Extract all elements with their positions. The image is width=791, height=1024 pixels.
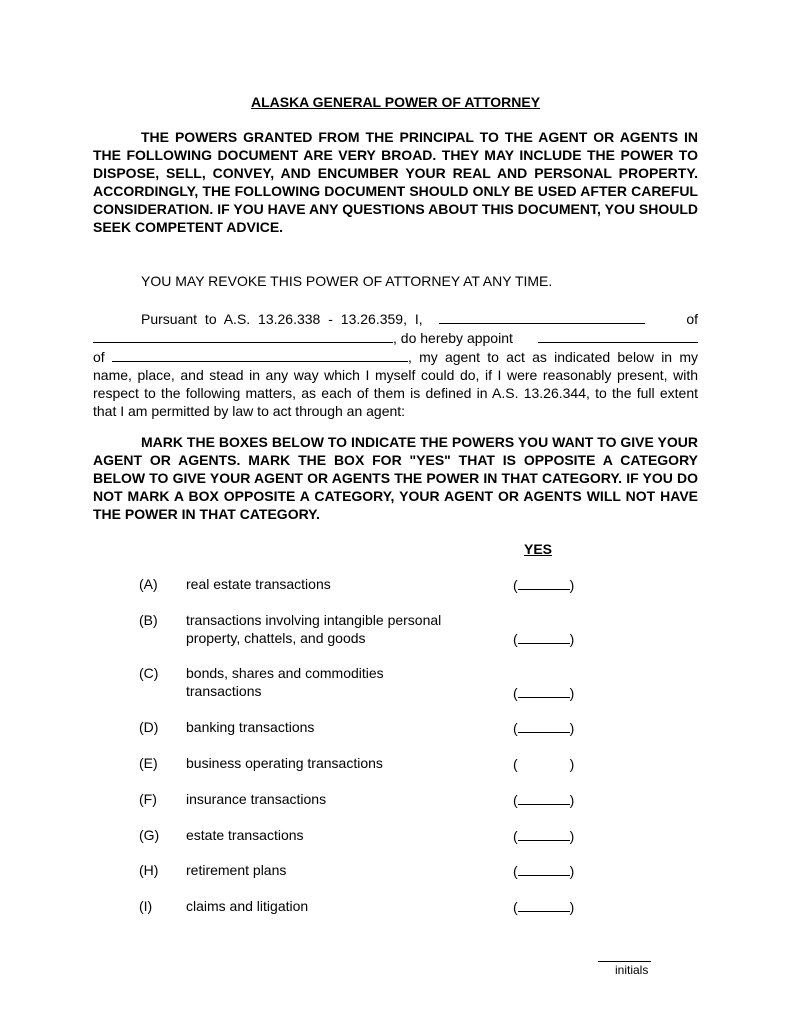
initials-label: initials <box>615 963 649 977</box>
yes-box[interactable]: ( ) <box>513 792 575 808</box>
appointment-paragraph <box>93 309 698 420</box>
principal-name-field[interactable] <box>439 309 645 324</box>
appointment-line-1 <box>93 309 698 328</box>
item-letter: (G) <box>139 827 160 843</box>
document-title: ALASKA GENERAL POWER OF ATTORNEY <box>250 94 541 110</box>
initials-line[interactable] <box>598 961 651 962</box>
item-label: business operating transactions <box>186 755 383 771</box>
yes-box[interactable]: ( ) <box>513 685 575 701</box>
item-letter: (B) <box>139 612 158 628</box>
yes-box[interactable]: ( ) <box>513 720 575 736</box>
item-letter: (C) <box>139 665 159 681</box>
of-text-2: of <box>93 349 105 365</box>
agent-address-field[interactable] <box>112 347 408 362</box>
appointment-line-2 <box>93 328 698 347</box>
appointment-body <box>93 347 698 420</box>
item-letter: (A) <box>139 576 158 592</box>
item-label: transactions involving intangible personal property, chattels, and goods <box>186 612 442 646</box>
yes-box[interactable]: ( ) <box>513 756 575 772</box>
item-label: banking transactions <box>186 719 315 735</box>
item-label: retirement plans <box>186 862 287 878</box>
appointment-clause: , my agent to act as indicated below in my name, place, and stead in any way which I myself could do, if I were reasonably present, with respect to the following matters, as each of them is defined in A.S. 13.26.344, to the full extent that I am permitted by law to act through an agent: <box>93 349 698 419</box>
appoint-text: , do hereby appoint <box>393 330 513 346</box>
warning-paragraph: THE POWERS GRANTED FROM THE PRINCIPAL TO THE AGENT OR AGENTS IN THE FOLLOWING DOCUMENT ARE VERY BROAD. THEY MAY INCLUDE THE POWER TO DISPOSE, SELL, CONVEY, AND ENCUMBER YOUR REAL AND PERSONAL PROPERTY. ACCORDINGLY, THE FOLLOWING DOCUMENT SHOULD ONLY BE USED AFTER CAREFUL CONSIDERATION. IF YOU HAVE ANY QUESTIONS ABOUT THIS DOCUMENT, YOU SHOULD SEEK COMPETENT ADVICE. <box>93 129 698 235</box>
agent-name-field[interactable] <box>538 328 698 343</box>
item-label: bonds, shares and commodities transactions <box>186 665 384 699</box>
item-letter: (I) <box>139 898 153 914</box>
item-label: insurance transactions <box>186 791 327 807</box>
yes-box[interactable]: ( ) <box>513 631 575 647</box>
pursuant-text: Pursuant to A.S. 13.26.338 - 13.26.359, I, <box>141 311 423 327</box>
yes-column-header: YES <box>524 541 553 557</box>
yes-box[interactable]: ( ) <box>513 828 575 844</box>
item-letter: (H) <box>139 862 159 878</box>
yes-box[interactable]: ( ) <box>513 577 575 593</box>
yes-box[interactable]: ( ) <box>513 899 575 915</box>
principal-address-field[interactable] <box>93 328 393 343</box>
of-text-1: of <box>686 311 698 327</box>
item-letter: (D) <box>139 719 159 735</box>
item-letter: (E) <box>139 755 158 771</box>
instructions-paragraph: MARK THE BOXES BELOW TO INDICATE THE POWERS YOU WANT TO GIVE YOUR AGENT OR AGENTS. MARK THE BOX FOR "YES" THAT IS OPPOSITE A CATEGORY BELOW TO GIVE YOUR AGENT OR AGENTS THE POWER IN THAT CATEGORY. IF YOU DO NOT MARK A BOX OPPOSITE A CATEGORY, YOUR AGENT OR AGENTS WILL NOT HAVE THE POWER IN THAT CATEGORY. <box>93 434 698 522</box>
item-label: real estate transactions <box>186 576 331 592</box>
yes-box[interactable]: ( ) <box>513 863 575 879</box>
item-letter: (F) <box>139 791 157 807</box>
item-label: claims and litigation <box>186 898 309 914</box>
revoke-statement: YOU MAY REVOKE THIS POWER OF ATTORNEY AT ANY TIME. <box>141 273 553 289</box>
item-label: estate transactions <box>186 827 304 843</box>
